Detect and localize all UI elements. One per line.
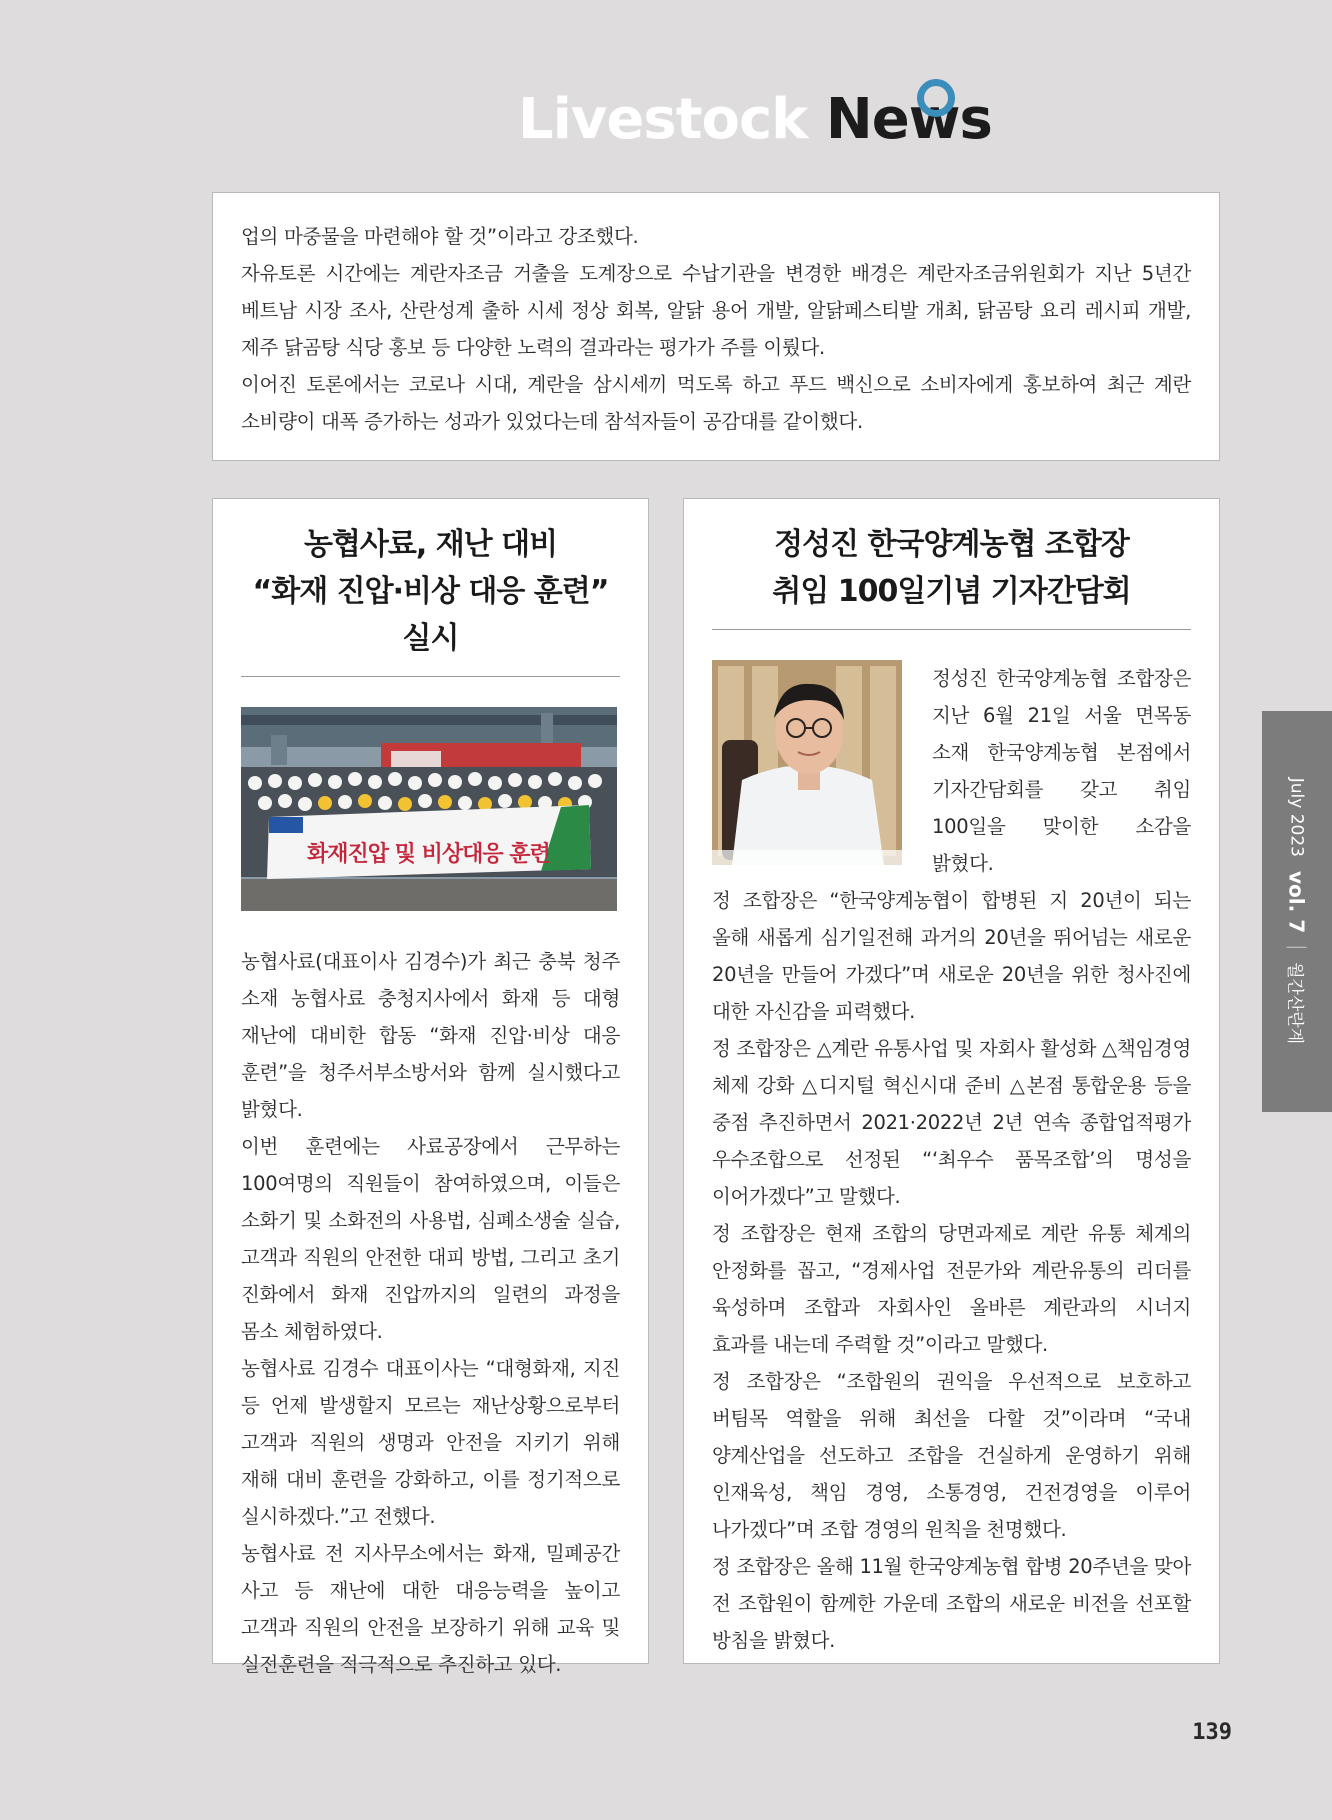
left-headline-line2: “화재 진압·비상 대응 훈련” 실시 — [252, 574, 609, 656]
left-article-box — [212, 498, 649, 1676]
page-number: 139 — [1192, 1720, 1232, 1745]
fire-drill-banner-text: 화재진압 및 비상대응 훈련 — [307, 842, 550, 867]
section-title-news: News — [825, 87, 992, 152]
title-ring-icon — [917, 79, 955, 117]
right-article-headline — [712, 521, 1191, 630]
issue-volume: vol. 7 — [1285, 871, 1309, 934]
top-paragraph: 이어진 토론에서는 코로나 시대, 계란을 삼시세끼 먹도록 하고 푸드 백신으로 소비자에게 홍보하여 최근 계란 소비량이 대폭 증가하는 성과가 있었다는데 참석자들이 공감대를 같이했다. — [241, 373, 1191, 433]
top-paragraph: 자유토론 시간에는 계란자조금 거출을 도계장으로 수납기관을 변경한 배경은 계란자조금위원회가 지난 5년간 베트남 시장 조사, 산란성계 출하 시세 정상 회복, 알닭 용어 개발, 알닭페스티발 개최, 닭곰탕 요리 레시피 개발, 제주 닭곰탕 식당 홍보 등 다양한 노력의 결과라는 평가가 주를 이뤘다. — [241, 262, 1191, 359]
right-headline-line2: 취임 100일기념 기자간담회 — [772, 574, 1131, 609]
right-paragraph: 정 조합장은 현재 조합의 당면과제로 계란 유통 체계의 안정화를 꼽고, “경제사업 전문가와 계란유통의 리더를 육성하며 조합과 자회사인 올바른 계란과의 시너지 효과를 내는데 주력할 것”이라고 말했다. — [712, 1222, 1191, 1356]
right-paragraph: 정 조합장은 올해 11월 한국양계농협 합병 20주년을 맞아 전 조합원이 함께한 가운데 조합의 새로운 비전을 선포할 방침을 밝혔다. — [712, 1555, 1191, 1652]
left-article-headline — [241, 521, 620, 677]
right-paragraph: 정성진 한국양계농협 조합장은 지난 6월 21일 서울 면목동 소재 한국양계농협 본점에서 기자간담회를 갖고 취임 100일을 맞이한 소감을 밝혔다. — [932, 667, 1191, 875]
right-headline-line1: 정성진 한국양계농협 조합장 — [774, 527, 1129, 562]
section-title-livestock: Livestock — [518, 87, 808, 152]
issue-date: July 2023 — [1287, 777, 1307, 858]
top-paragraph: 업의 마중물을 마련해야 할 것”이라고 강조했다. — [241, 225, 639, 248]
chairman-portrait-photo — [712, 660, 902, 865]
fire-drill-photo-graphic — [241, 707, 617, 911]
right-paragraph: 정 조합장은 △계란 유통사업 및 자회사 활성화 △책임경영 체제 강화 △디지털 혁신시대 준비 △본점 통합운용 등을 중점 추진하면서 2021·2022년 2년 연속 종합업적평가 우수조합으로 선정된 “‘최우수 품목조합’의 명성을 이어가겠다”고 말했다. — [712, 1037, 1191, 1208]
right-paragraph: 정 조합장은 “조합원의 권익을 우선적으로 보호하고 버팀목 역할을 위해 최선을 다할 것”이라며 “국내 양계산업을 선도하고 조합을 건실하게 운영하기 위해 인재육성, 책임 경영, 소통경영, 건전경영을 이루어 나가겠다”며 조합 경영의 원칙을 천명했다. — [712, 1370, 1191, 1541]
chairman-portrait-graphic — [712, 660, 902, 865]
left-headline-line1: 농협사료, 재난 대비 — [303, 527, 558, 562]
left-paragraph: 농협사료 전 지사무소에서는 화재, 밀폐공간 사고 등 재난에 대한 대응능력을 높이고 고객과 직원의 안전을 보장하기 위해 교육 및 실전훈련을 적극적으로 추진하고 있다. — [241, 1542, 620, 1676]
side-tab-divider — [1287, 947, 1307, 948]
right-paragraph: 정 조합장은 “한국양계농협이 합병된 지 20년이 되는 올해 새롭게 심기일전해 과거의 20년을 뛰어넘는 새로운 20년을 만들어 가겠다”며 새로운 20년을 위한 청사진에 대한 자신감을 피력했다. — [712, 889, 1191, 1023]
top-article-box — [212, 192, 1220, 461]
left-paragraph: 이번 훈련에는 사료공장에서 근무하는 100여명의 직원들이 참여하였으며, 이들은 소화기 및 소화전의 사용법, 심폐소생술 실습, 고객과 직원의 안전한 대피 방법, 그리고 초기 진화에서 화재 진압까지의 일련의 과정을 몸소 체험하였다. — [241, 1135, 620, 1343]
left-paragraph: 농협사료 김경수 대표이사는 “대형화재, 지진 등 언제 발생할지 모르는 재난상황으로부터 고객과 직원의 생명과 안전을 지키기 위해 재해 대비 훈련을 강화하고, 이를 정기적으로 실시하겠다.”고 전했다. — [241, 1357, 620, 1528]
fire-drill-photo — [241, 707, 617, 911]
right-article-box — [683, 498, 1220, 1664]
magazine-name: 월간산란계 — [1284, 962, 1305, 1045]
issue-side-tab-label — [1285, 778, 1310, 1044]
issue-side-tab — [1262, 711, 1332, 1112]
left-paragraph: 농협사료(대표이사 김경수)가 최근 충북 청주 소재 농협사료 충청지사에서 화재 등 대형 재난에 대비한 합동 “화재 진압·비상 대응 훈련”을 청주서부소방서와 함께 실시했다고 밝혔다. — [241, 950, 620, 1121]
